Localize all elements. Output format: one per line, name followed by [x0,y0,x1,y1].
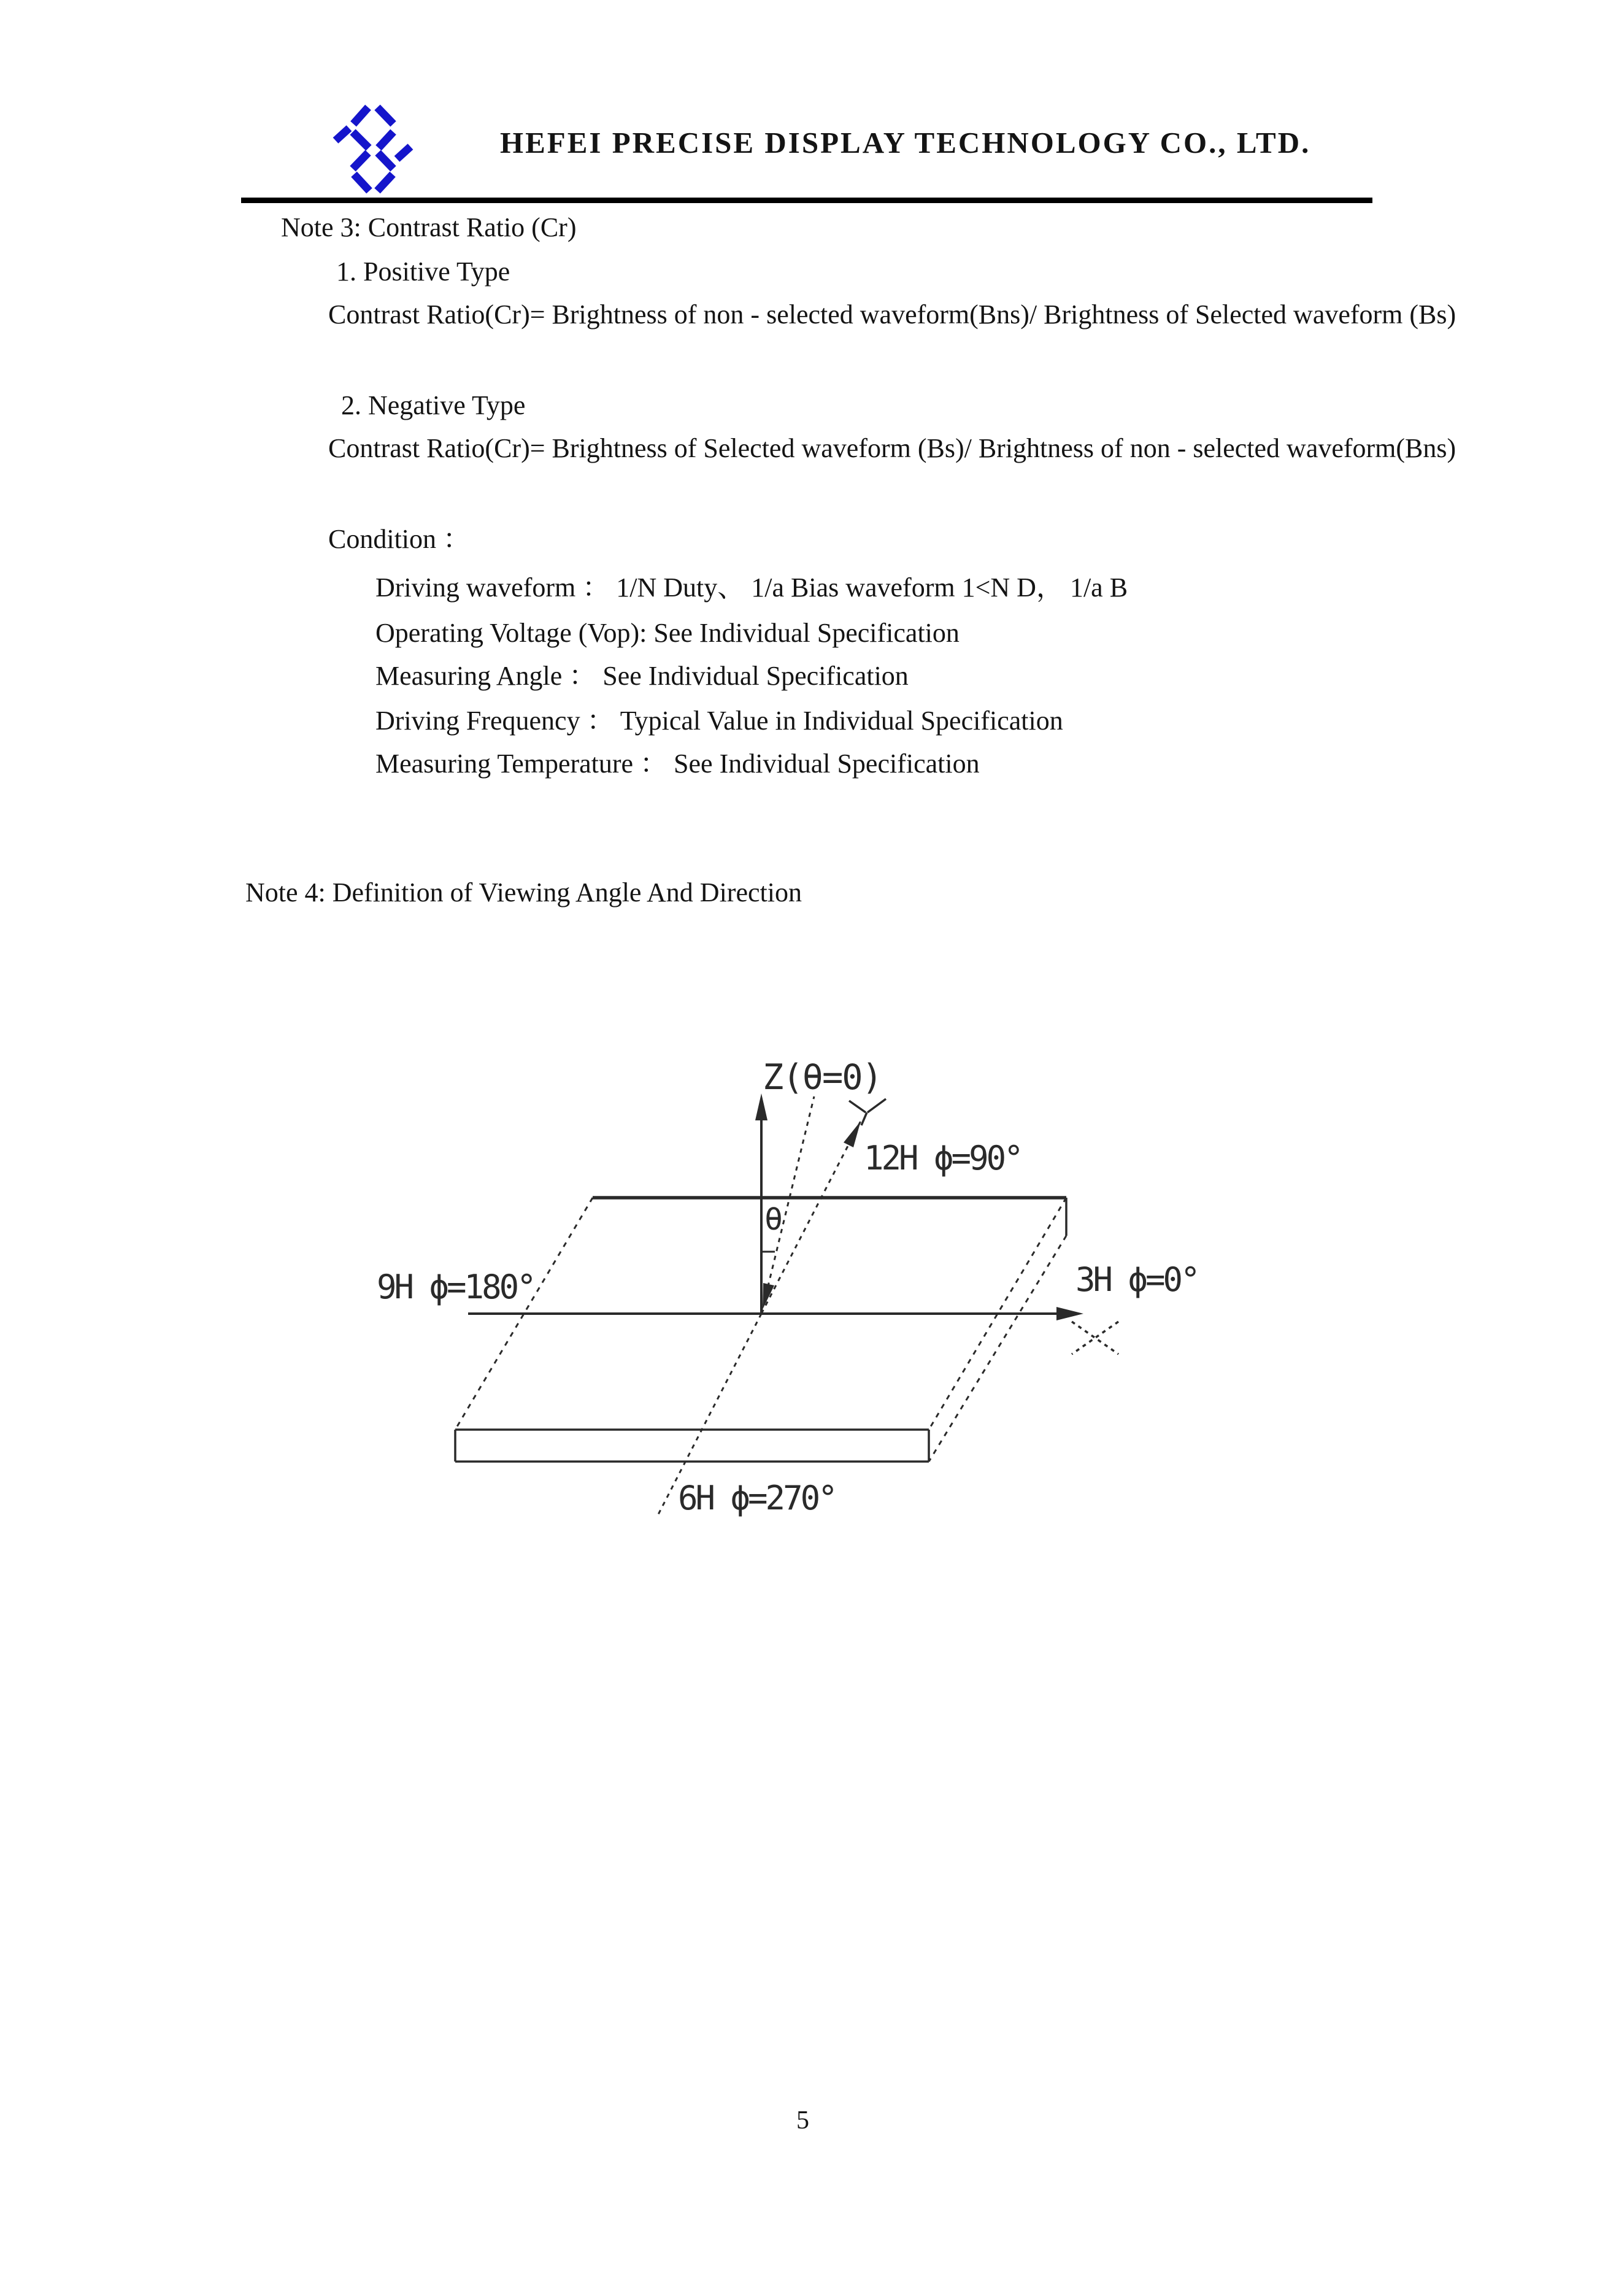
origin-arrowhead [763,1283,774,1309]
condition-driving-waveform: Driving waveform ： 1/N Duty、 1/a Bias waveform 1<N D， 1/a B [375,572,1128,603]
condition-driving-frequency: Driving Frequency ： Typical Value in Individual Specification [375,706,1063,736]
left-label-9h: 9H ϕ=180° [377,1268,534,1306]
positive-type-formula: Contrast Ratio(Cr)= Brightness of non - selected waveform(Bns)/ Brightness of Selected waveform (Bs) [328,299,1456,329]
company-logo [330,99,416,195]
x-axis [468,1307,1118,1354]
note3-heading: Note 3: Contrast Ratio (Cr) [281,212,577,242]
negative-type-formula: Contrast Ratio(Cr)= Brightness of Selected waveform (Bs)/ Brightness of non - selected waveform(Bns) [328,433,1456,463]
viewing-angle-diagram [344,1012,1325,1583]
y-axis-arrowhead [844,1121,861,1147]
condition-heading: Condition ： [328,524,471,554]
x-glyph [1072,1322,1118,1354]
y-axis-label-12h: 12H ϕ=90° [864,1139,1021,1177]
bottom-label-6h: 6H ϕ=270° [678,1479,836,1517]
condition-measuring-angle: Measuring Angle ： See Individual Specification [375,661,909,691]
y-axis [657,1121,861,1517]
note4-heading: Note 4: Definition of Viewing Angle And Direction [245,877,802,907]
condition-measuring-temperature: Measuring Temperature ： See Individual Specification [375,749,980,779]
z-axis-label: Z(θ=0) [763,1057,882,1098]
condition-operating-voltage: Operating Voltage (Vop): See Individual Specification [375,618,960,648]
negative-type-title: 2. Negative Type [341,390,526,420]
theta-label: θ [764,1201,783,1237]
header-rule [241,198,1372,203]
company-name: HEFEI PRECISE DISPLAY TECHNOLOGY CO., LTD. [500,126,1311,160]
positive-type-title: 1. Positive Type [336,256,510,287]
x-axis-label-3h: 3H ϕ=0° [1075,1260,1198,1299]
page-number: 5 [796,2106,809,2135]
logo-segments [336,107,410,191]
y-glyph [849,1099,886,1125]
x-axis-arrowhead [1056,1307,1083,1320]
